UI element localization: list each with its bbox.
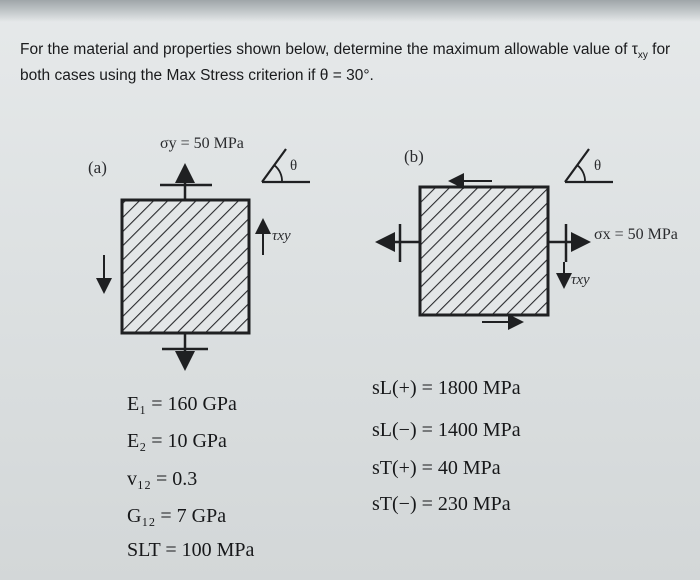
prop-G12: G₁₂ = 7 GPa bbox=[127, 505, 227, 527]
case-b-sigma-x-label: σx = 50 MPa bbox=[594, 226, 678, 243]
prop-v12: v₁₂ = 0.3 bbox=[127, 468, 198, 490]
case-b-angle-arc bbox=[577, 165, 585, 182]
prop-SLT: SLT = 100 MPa bbox=[127, 539, 255, 561]
case-a-theta-label: θ bbox=[290, 158, 298, 174]
case-a-angle-arc bbox=[274, 165, 282, 182]
case-b-tau-label: τxy bbox=[571, 272, 590, 288]
prop-E1: E₁ = 160 GPa bbox=[127, 393, 237, 415]
problem-line-2: both cases using the Max Stress criterion if θ = 30°. bbox=[20, 67, 374, 85]
case-a-sigma-y-label: σy = 50 MPa bbox=[160, 135, 244, 152]
case-b-label: (b) bbox=[404, 147, 424, 166]
prop-E2: E₂ = 10 GPa bbox=[127, 430, 227, 452]
case-b-theta-label: θ bbox=[594, 158, 602, 174]
strength-sL-plus: sL(+) = 1800 MPa bbox=[372, 377, 521, 399]
problem-line-1-text: For the material and properties shown below, determine the maximum allowable value of τ bbox=[20, 41, 638, 58]
strength-sT-plus: sT(+) = 40 MPa bbox=[372, 457, 501, 479]
case-b-hatched-element bbox=[420, 187, 548, 315]
problem-line-1-end: for bbox=[647, 41, 671, 58]
case-b-figure bbox=[380, 149, 613, 322]
case-a-hatched-element bbox=[122, 200, 249, 333]
strength-sT-minus: sT(−) = 230 MPa bbox=[372, 493, 511, 515]
tau-subscript: xy bbox=[637, 50, 648, 62]
case-a-tau-label: τxy bbox=[272, 228, 291, 244]
strength-sL-minus: sL(−) = 1400 MPa bbox=[372, 419, 521, 441]
case-a-label: (a) bbox=[88, 158, 107, 177]
case-a-figure bbox=[104, 149, 310, 366]
